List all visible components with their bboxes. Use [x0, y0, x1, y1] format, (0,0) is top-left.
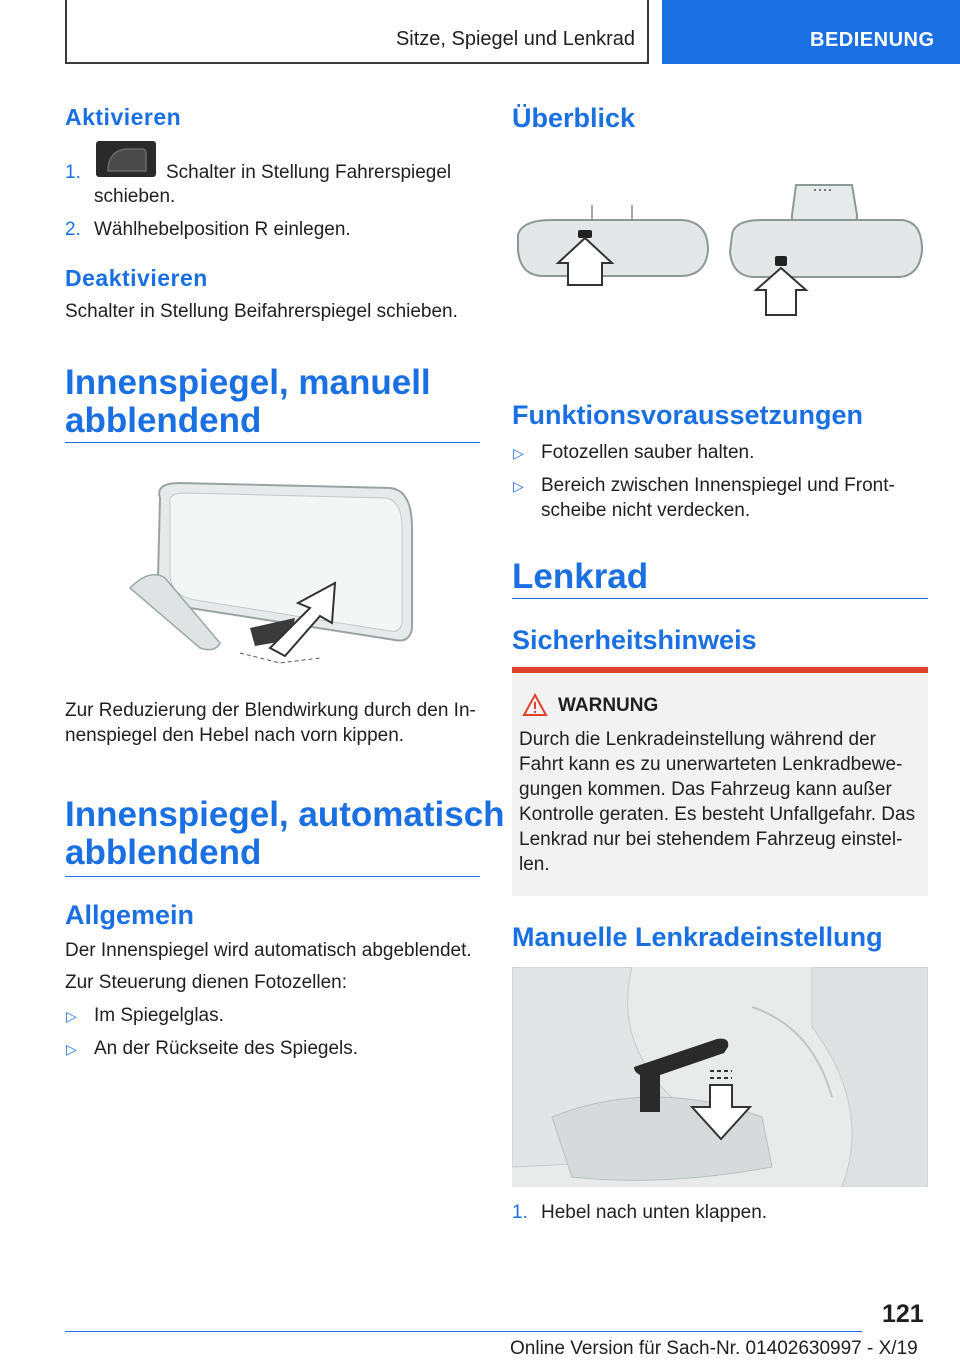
triangle-bullet-icon: ▷	[66, 1041, 77, 1057]
heading-manuell: Innenspiegel, manuell abblendend	[65, 363, 431, 440]
heading-automatisch: Innenspiegel, automatisch abblendend	[65, 795, 505, 872]
step-number: 1.	[65, 162, 81, 183]
switch-icon	[96, 141, 156, 177]
triangle-bullet-icon: ▷	[513, 478, 524, 494]
bullet-item: Im Spiegelglas.	[94, 1005, 224, 1026]
bullet-item: Fotozellen sauber halten.	[541, 442, 755, 463]
warning-box	[512, 673, 928, 896]
bullet-item: Bereich zwischen Innenspiegel und Front‐ scheibe nicht verdecken.	[541, 475, 895, 521]
heading-ueberblick: Überblick	[512, 103, 636, 133]
header-box	[65, 0, 649, 64]
steering-lever-illustration	[512, 967, 928, 1187]
step1-text-cont: schieben.	[94, 186, 176, 207]
allgemein-text-1: Der Innenspiegel wird automatisch abgeblendet.	[65, 940, 472, 961]
page-number: 121	[882, 1300, 924, 1328]
step-number: 2.	[65, 219, 81, 240]
deaktivieren-text: Schalter in Stellung Beifahrerspiegel schieben.	[65, 301, 458, 322]
heading-rule	[65, 442, 480, 443]
heading-sicherheitshinweis: Sicherheitshinweis	[512, 625, 757, 655]
warning-triangle-icon	[522, 693, 548, 722]
chapter-tab-label: BEDIENUNG	[810, 29, 935, 51]
footer-online-version: Online Version für Sach-Nr. 01402630997 - X/19	[510, 1338, 918, 1359]
triangle-bullet-icon: ▷	[66, 1008, 77, 1024]
warning-title: WARNUNG	[558, 695, 659, 716]
manuell-text: Zur Reduzierung der Blendwirkung durch den In‐ nenspiegel den Hebel nach vorn kippen.	[65, 700, 476, 746]
step2-text: Wählhebelposition R einlegen.	[94, 219, 351, 240]
manual-mirror-illustration	[120, 468, 420, 673]
heading-lenkrad: Lenkrad	[512, 557, 649, 596]
photocell-overview-illustration	[512, 180, 928, 320]
heading-rule	[512, 598, 928, 599]
chapter-tab[interactable]	[662, 0, 960, 64]
bullet-item: An der Rückseite des Spiegels.	[94, 1038, 359, 1059]
step1-text: Schalter in Stellung Fahrerspiegel	[166, 162, 452, 183]
step-number: 1.	[512, 1202, 528, 1223]
step1-text: Hebel nach unten klappen.	[541, 1202, 768, 1223]
heading-allgemein: Allgemein	[65, 900, 195, 930]
heading-aktivieren: Aktivieren	[65, 104, 182, 130]
heading-manuelle-lenkradeinstellung: Manuelle Lenkradeinstellung	[512, 922, 883, 952]
heading-rule	[65, 876, 480, 877]
triangle-bullet-icon: ▷	[513, 445, 524, 461]
section-title: Sitze, Spiegel und Lenkrad	[395, 28, 635, 50]
allgemein-text-2: Zur Steuerung dienen Fotozellen:	[65, 972, 348, 993]
footer-rule	[65, 1331, 862, 1332]
warning-text: Durch die Lenkradeinstellung während der Fahrt kann es zu unerwarteten Lenkradbewe‐ gungen kommen. Das Fahrzeug kann außer Kontrolle geraten. Es besteht Unfallgefahr. Das Lenkrad nur bei stehendem Fahrzeug einstel‐ len.	[519, 729, 916, 875]
heading-funktionsvoraussetzungen: Funktionsvoraussetzungen	[512, 400, 864, 430]
heading-deaktivieren: Deaktivieren	[65, 265, 208, 291]
